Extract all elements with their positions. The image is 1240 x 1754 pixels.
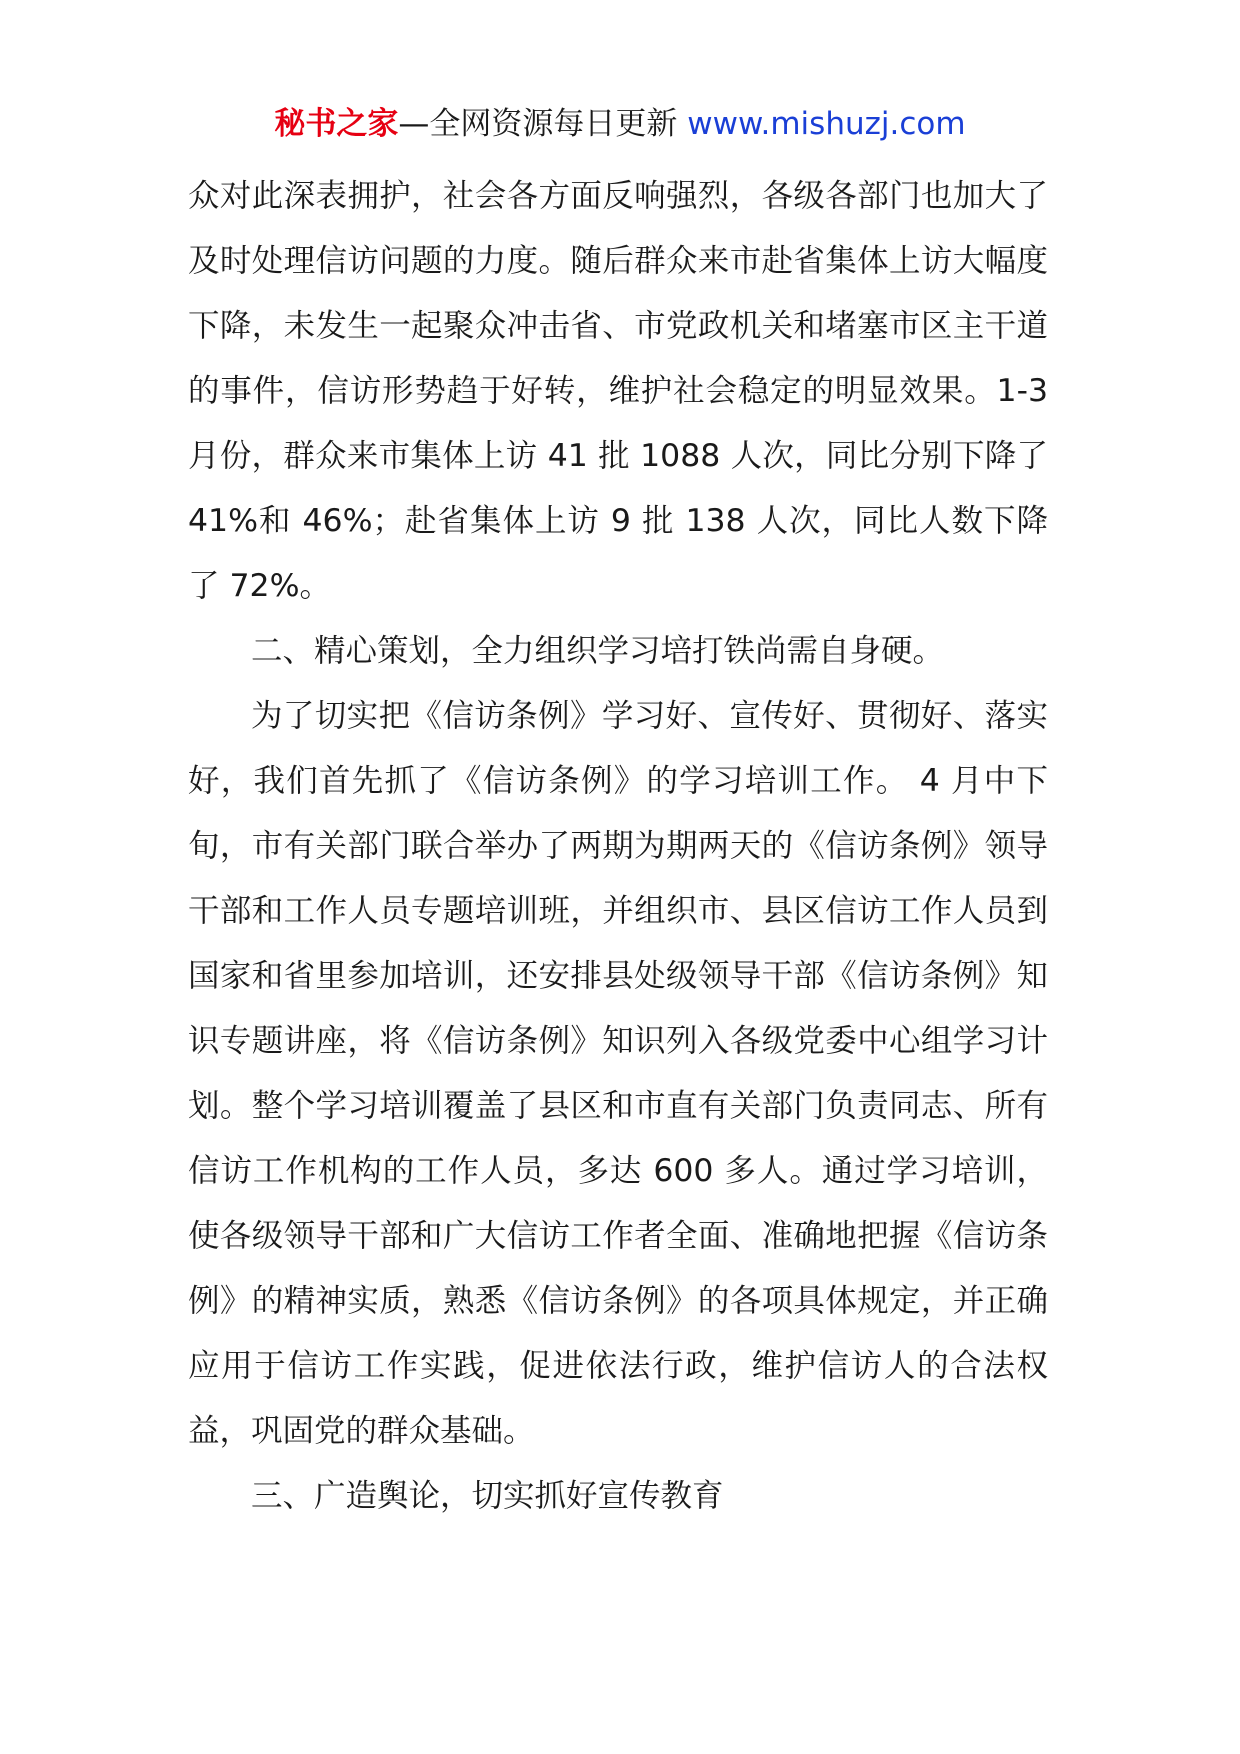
site-brand: 秘书之家: [274, 106, 399, 142]
document-body: [188, 164, 1048, 1529]
site-url[interactable]: www.mishuzj.com: [687, 106, 966, 142]
paragraph-continued: 众对此深表拥护，社会各方面反响强烈，各级各部门也加大了及时处理信访问题的力度。随后群众来市赴省集体上访大幅度下降，未发生一起聚众冲击省、市党政机关和堵塞市区主干道的事件，信访形势趋于好转，维护社会稳定的明显效果。1-3 月份，群众来市集体上访 41 批 1088 人次，同比分别下降了 41%和 46%；赴省集体上访 9 批 138 人次，同比人数下降了 72%。: [188, 178, 1048, 604]
paragraph-training: 为了切实把《信访条例》学习好、宣传好、贯彻好、落实好，我们首先抓了《信访条例》的学习培训工作。 4 月中下旬，市有关部门联合举办了两期为期两天的《信访条例》领导干部和工作人员专题培训班，并组织市、县区信访工作人员到国家和省里参加培训，还安排县处级领导干部《信访条例》知识专题讲座，将《信访条例》知识列入各级党委中心组学习计划。整个学习培训覆盖了县区和市直有关部门负责同志、所有信访工作机构的工作人员，多达 600 多人。通过学习培训，使各级领导干部和广大信访工作者全面、准确地把握《信访条例》的精神实质，熟悉《信访条例》的各项具体规定，并正确应用于信访工作实践，促进依法行政，维护信访人的合法权益，巩固党的群众基础。: [188, 698, 1048, 1449]
section-heading-2: 二、精心策划，全力组织学习培打铁尚需自身硬。: [251, 633, 945, 669]
site-tagline: —全网资源每日更新: [398, 106, 678, 142]
section-heading-3: 三、广造舆论，切实抓好宣传教育: [251, 1478, 724, 1514]
site-header: [0, 102, 1240, 146]
